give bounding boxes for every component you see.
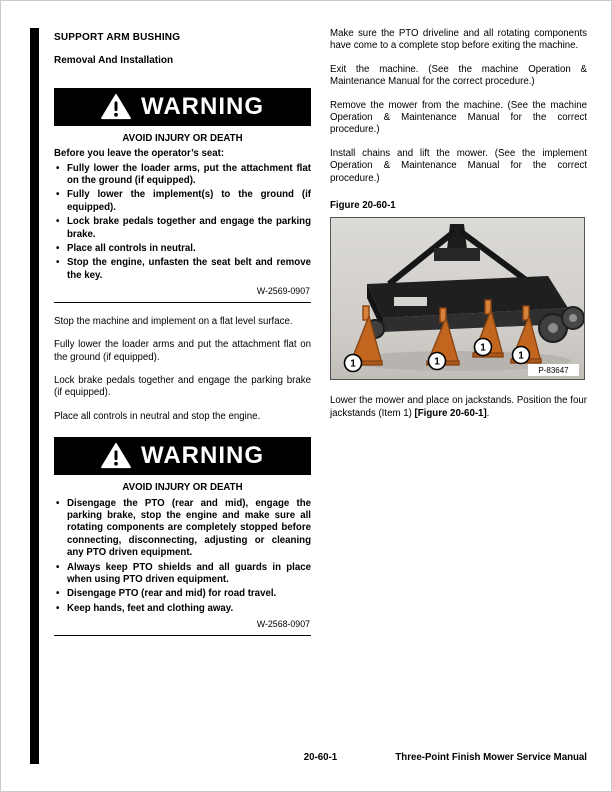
- warning-banner-text: WARNING: [141, 441, 264, 469]
- subsection-title: Removal And Installation: [54, 55, 174, 67]
- bullet-marker: •: [56, 497, 60, 509]
- warning-triangle-icon: [101, 443, 131, 469]
- svg-text:P-83647: P-83647: [538, 366, 569, 376]
- warning-heading: AVOID INJURY OR DEATH: [122, 132, 243, 144]
- figure-container: [330, 217, 585, 380]
- warning-bullet: [54, 498, 311, 560]
- warning-bullet: [54, 163, 311, 188]
- warning-box-2: [54, 437, 311, 635]
- body-paragraph: Make sure the PTO driveline and all rotating components have come to a complete stop before exiting the machine.: [330, 28, 587, 52]
- warning-bullet: [54, 562, 311, 587]
- warning-banner-text: WARNING: [141, 92, 264, 120]
- caption-tail: .: [486, 407, 490, 419]
- bullet-text: Disengage PTO (rear and mid) for road travel.: [67, 588, 277, 600]
- bullet-text: Fully lower the implement(s) to the ground (if equipped).: [67, 189, 311, 213]
- callout-badge: [429, 353, 446, 370]
- warning-code: W-2569-0907: [256, 286, 310, 297]
- bullet-marker: •: [56, 243, 60, 255]
- body-paragraph: Fully lower the loader arms and put the attachment flat on the ground (if equipped).: [54, 339, 311, 363]
- warning-box-1: [54, 88, 311, 303]
- photo-code: [528, 364, 579, 376]
- body-paragraph: Remove the mower from the machine. (See the machine Operation & Maintenance Manual for the correct procedure.): [330, 99, 587, 136]
- left-column: [54, 32, 311, 649]
- warning-bullet: [54, 588, 311, 600]
- svg-text:1: 1: [518, 351, 524, 363]
- warning-bullet-list: [54, 498, 311, 616]
- bullet-text: Always keep PTO shields and all guards in place when using PTO driven equipment.: [67, 561, 311, 585]
- body-paragraph: Stop the machine and implement on a flat level surface.: [54, 315, 293, 327]
- bullet-text: Place all controls in neutral.: [67, 243, 196, 255]
- page-footer: [54, 752, 587, 766]
- mower-deck: [367, 276, 568, 332]
- page-number: 20-60-1: [303, 752, 338, 763]
- bullet-text: Disengage the PTO (rear and mid), engage the parking brake, stop the engine and make sure all rotating components are completely stopped before connecting, disconnecting, adjusting or cleaning any PTO driven equipment.: [67, 497, 311, 559]
- section-divider: [54, 302, 311, 303]
- warning-bullet: [54, 216, 311, 241]
- body-paragraph: Exit the machine. (See the machine Operation & Maintenance Manual for the correct procedure.): [330, 63, 587, 88]
- bullet-marker: •: [56, 561, 60, 573]
- warning-banner: [54, 437, 311, 475]
- callout-badge: [513, 347, 530, 364]
- warning-bullet: [54, 189, 311, 214]
- deck-decal: [394, 297, 427, 306]
- warning-bullet: [54, 243, 311, 255]
- bullet-marker: •: [56, 162, 60, 174]
- bullet-text: Fully lower the loader arms, put the attachment flat on the ground (if equipped).: [67, 162, 311, 187]
- bullet-text: Keep hands, feet and clothing away.: [67, 602, 234, 614]
- svg-text:1: 1: [480, 343, 486, 355]
- warning-triangle-icon: [101, 94, 131, 120]
- bullet-marker: •: [56, 257, 60, 269]
- figure-label: Figure 20-60-1: [330, 200, 396, 212]
- warning-banner: [54, 88, 311, 126]
- warning-bullet: [54, 257, 311, 282]
- figure-photo: [331, 218, 584, 379]
- svg-text:1: 1: [350, 359, 356, 371]
- callout-badge: [345, 355, 362, 372]
- warning-intro: Before you leave the operator’s seat:: [54, 148, 225, 160]
- body-paragraph: Place all controls in neutral and stop the engine.: [54, 410, 261, 422]
- bullet-marker: •: [56, 189, 60, 201]
- right-column: [330, 28, 587, 420]
- warning-code: W-2568-0907: [256, 619, 310, 630]
- callout-badge: [475, 339, 492, 356]
- bullet-text: Stop the engine, unfasten the seat belt and remove the key.: [67, 257, 311, 281]
- svg-text:1: 1: [434, 357, 440, 369]
- manual-title: Three-Point Finish Mower Service Manual: [395, 752, 587, 763]
- warning-bullet: [54, 603, 311, 615]
- bullet-marker: •: [56, 216, 60, 228]
- body-paragraph: Lock brake pedals together and engage the parking brake (if equipped).: [54, 374, 311, 399]
- figure-caption: [330, 395, 587, 420]
- bullet-text: Lock brake pedals together and engage the parking brake.: [67, 216, 311, 240]
- section-divider: [54, 635, 311, 636]
- warning-heading: AVOID INJURY OR DEATH: [122, 482, 243, 494]
- warning-bullet-list: [54, 163, 311, 283]
- body-paragraph: Install chains and lift the mower. (See the implement Operation & Maintenance Manual for the correct procedure.): [330, 147, 587, 184]
- left-edge-bar: [30, 28, 39, 764]
- figure-reference: [Figure 20-60-1]: [414, 407, 487, 419]
- bullet-marker: •: [56, 588, 60, 600]
- bullet-marker: •: [56, 602, 60, 614]
- section-title: SUPPORT ARM BUSHING: [54, 32, 181, 43]
- caption-text: Lower the mower and place on jackstands. Position the four jackstands (Item 1): [330, 395, 587, 419]
